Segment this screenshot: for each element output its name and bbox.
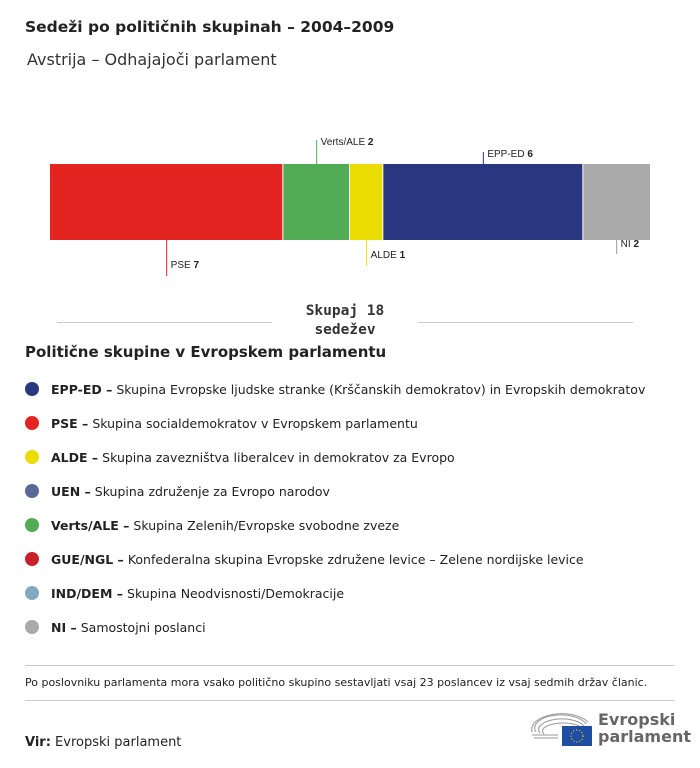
legend (25, 372, 645, 644)
bar-pse (50, 164, 282, 240)
bar-verts-ale (283, 164, 349, 240)
legend-desc: Samostojni poslanci (80, 619, 206, 635)
divider (25, 665, 675, 666)
divider (25, 700, 675, 701)
chart-title: Sedeži po političnih skupinah – 2004–2009 (25, 18, 395, 36)
source: Vir: Evropski parlament (25, 735, 182, 750)
hemicycle-eu-flag-icon (528, 708, 592, 748)
legend-desc: Skupina Neodvisnosti/Demokracije (127, 585, 345, 601)
legend-abbr: GUE/NGL – (51, 551, 124, 567)
data-label: NI 2 (620, 239, 640, 250)
bar-alde (350, 164, 382, 240)
divider (57, 322, 272, 323)
ep-logo: Evropski parlament (528, 708, 691, 748)
legend-abbr: PSE – (51, 415, 89, 431)
legend-dot-icon (25, 518, 39, 532)
legend-abbr: IND/DEM – (51, 585, 124, 601)
legend-desc: Skupina zavezništva liberalcev in demokratov za Evropo (102, 449, 455, 465)
bar-ni (583, 164, 650, 240)
legend-desc: Skupina Zelenih/Evropske svobodne zveze (133, 517, 400, 533)
legend-desc: Konfederalna skupina Evropske združene levice – Zelene nordijske levice (127, 551, 584, 567)
data-label: ALDE 1 (370, 250, 406, 261)
data-label: Verts/ALE 2 (320, 137, 374, 148)
legend-desc: Skupina Evropske ljudske stranke (Krščanskih demokratov) in Evropskih demokratov (116, 381, 646, 397)
legend-dot-icon (25, 552, 39, 566)
legend-item (25, 610, 645, 644)
legend-item (25, 372, 645, 406)
bar-epp-ed (383, 164, 582, 240)
stacked-bar-chart (0, 0, 700, 300)
legend-desc: Skupina združenje za Evropo narodov (94, 483, 330, 499)
legend-desc: Skupina socialdemokratov v Evropskem parlamentu (92, 415, 418, 431)
legend-abbr: Verts/ALE – (51, 517, 130, 533)
legend-dot-icon (25, 382, 39, 396)
divider (418, 322, 633, 323)
legend-item (25, 576, 645, 610)
legend-dot-icon (25, 416, 39, 430)
data-label: PSE 7 (170, 260, 200, 271)
legend-item (25, 440, 645, 474)
footnote: Po poslovniku parlamenta mora vsako politično skupino sestavljati vsaj 23 poslancev iz vsaj sedmih držav članic. (25, 676, 648, 689)
legend-title: Politične skupine v Evropskem parlamentu (25, 343, 387, 361)
legend-dot-icon (25, 620, 39, 634)
legend-abbr: EPP-ED – (51, 381, 113, 397)
legend-abbr: NI – (51, 619, 77, 635)
total-seats: Skupaj 18 sedežev (305, 303, 385, 338)
legend-dot-icon (25, 484, 39, 498)
legend-dot-icon (25, 586, 39, 600)
legend-item (25, 406, 645, 440)
chart-subtitle: Avstrija – Odhajajoči parlament (27, 50, 277, 69)
legend-item (25, 542, 645, 576)
legend-dot-icon (25, 450, 39, 464)
legend-item (25, 508, 645, 542)
legend-item (25, 474, 645, 508)
legend-abbr: ALDE – (51, 449, 99, 465)
legend-abbr: UEN – (51, 483, 91, 499)
data-label: EPP-ED 6 (487, 149, 533, 160)
